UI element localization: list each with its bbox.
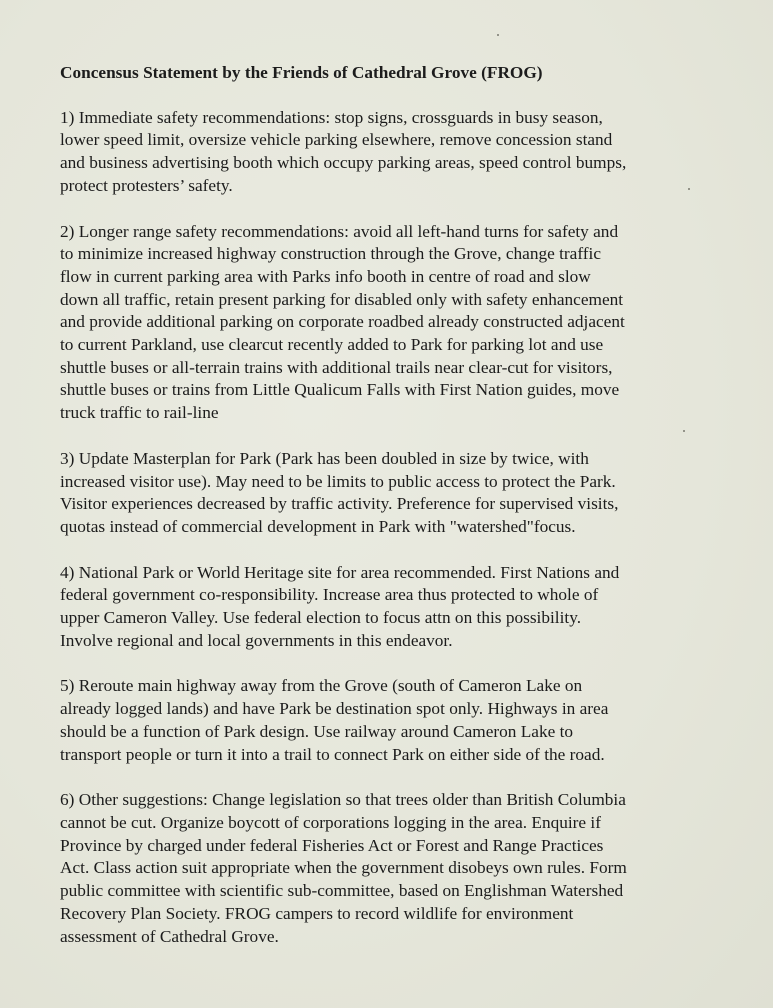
text-line: protect protesters’ safety. [60,175,233,195]
text-line: shuttle buses or trains from Little Qualicum Falls with First Nation guides, move [60,380,620,400]
text-line: 4) National Park or World Heritage site for area recommended. First Nations and [60,562,620,582]
text-line: and provide additional parking on corporate roadbed already constructed adjacent [60,312,625,332]
text-line: and business advertising booth which occupy parking areas, speed control bumps, [60,153,627,173]
text-line: should be a function of Park design. Use railway around Cameron Lake to [60,721,574,741]
text-line: to current Parkland, use clearcut recently added to Park for parking lot and use [60,335,604,355]
text-line: truck traffic to rail-line [60,403,219,423]
text-line: shuttle buses or all-terrain trains with additional trails near clear-cut for visitors, [60,357,613,377]
text-line: federal government co-responsibility. Increase area thus protected to whole of [60,585,599,605]
text-line: flow in current parking area with Parks info booth in centre of road and slow [60,266,591,286]
text-line: Visitor experiences decreased by traffic activity. Preference for supervised visits, [60,494,619,514]
text-line: Recovery Plan Society. FROG campers to record wildlife for environment [60,903,574,923]
paragraph-5 [60,675,720,766]
text-line: quotas instead of commercial development in Park with "watershed"focus. [60,516,576,536]
text-line: lower speed limit, oversize vehicle parking elsewhere, remove concession stand [60,130,613,150]
text-line: cannot be cut. Organize boycott of corporations logging in the area. Enquire if [60,812,601,832]
document-title: Concensus Statement by the Friends of Cathedral Grove (FROG) [60,63,543,82]
text-line: public committee with scientific sub-committee, based on Englishman Watershed [60,881,624,901]
text-line: down all traffic, retain present parking for disabled only with safety enhancement [60,289,624,309]
paragraph-3 [60,448,720,539]
text-line: to minimize increased highway construction through the Grove, change traffic [60,244,601,264]
text-line: 5) Reroute main highway away from the Grove (south of Cameron Lake on [60,676,583,696]
paragraph-1 [60,107,720,198]
text-line: 1) Immediate safety recommendations: stop signs, crossguards in busy season, [60,107,603,127]
paragraph-6 [60,789,720,948]
text-line: already logged lands) and have Park be destination spot only. Highways in area [60,699,609,719]
paragraph-2 [60,221,720,425]
text-line: increased visitor use). May need to be limits to public access to protect the Park. [60,471,616,491]
text-line: assessment of Cathedral Grove. [60,926,279,946]
text-line: 2) Longer range safety recommendations: avoid all left-hand turns for safety and [60,221,619,241]
scan-speck [497,34,499,36]
text-line: Involve regional and local governments in this endeavor. [60,630,453,650]
text-line: Province by charged under federal Fisheries Act or Forest and Range Practices [60,835,604,855]
text-line: 6) Other suggestions: Change legislation so that trees older than British Columbia [60,790,626,810]
text-line: upper Cameron Valley. Use federal election to focus attn on this possibility. [60,608,582,628]
document-body [60,62,720,971]
text-line: Act. Class action suit appropriate when the government disobeys own rules. Form [60,858,627,878]
paragraph-4 [60,562,720,653]
text-line: 3) Update Masterplan for Park (Park has been doubled in size by twice, with [60,448,589,468]
text-line: transport people or turn it into a trail to connect Park on either side of the road. [60,744,605,764]
